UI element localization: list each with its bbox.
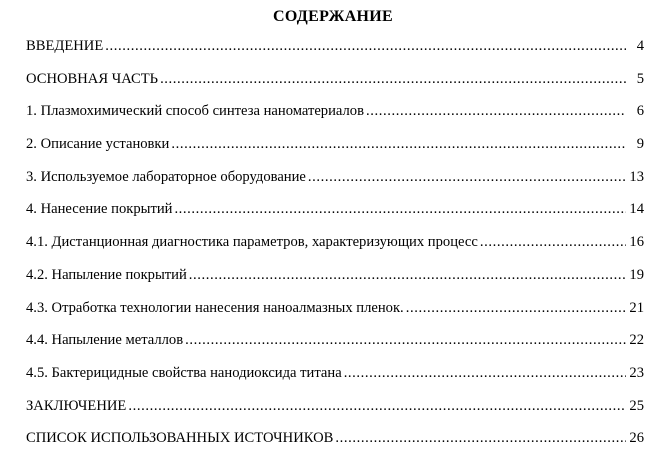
toc-title: СОДЕРЖАНИЕ — [272, 8, 394, 25]
dot-leader — [185, 330, 626, 350]
dot-leader — [105, 36, 626, 56]
toc-entry-page-number: 5 — [636, 70, 644, 87]
toc-entry-label: ОСНОВНАЯ ЧАСТЬ — [26, 70, 159, 87]
toc-entry-section-1 — [26, 101, 644, 134]
toc-entry-section-4-3 — [26, 298, 644, 331]
toc-entry-label: 4.3. Отработка технологии нанесения наноалмазных пленок. — [26, 299, 404, 316]
toc-entry-page-number: 23 — [629, 364, 644, 381]
toc-entry-conclusion — [26, 396, 644, 429]
dot-leader — [171, 134, 626, 154]
toc-entry-section-2 — [26, 134, 644, 167]
dot-leader — [480, 232, 626, 252]
toc-entry-label: 1. Плазмохимический способ синтеза наноматериалов — [26, 103, 364, 120]
dot-leader — [366, 101, 626, 121]
toc-entry-page-number: 6 — [636, 103, 644, 120]
toc-entry-section-3 — [26, 167, 644, 200]
toc-entry-label: 4.2. Напыление покрытий — [26, 266, 187, 283]
toc-entry-label: 4.4. Напыление металлов — [26, 332, 184, 349]
dot-leader — [335, 428, 626, 448]
toc-entry-page-number: 25 — [629, 397, 644, 414]
toc-entry-page-number: 4 — [636, 38, 644, 54]
toc-entry-label: 3. Используемое лабораторное оборудование — [26, 168, 306, 185]
toc-entry-page-number: 19 — [629, 266, 644, 283]
toc-entry-page-number: 26 — [629, 430, 644, 447]
toc-list — [26, 36, 644, 461]
toc-entry-label: 4. Нанесение покрытий — [26, 201, 173, 218]
toc-entry-label: 2. Описание установки — [26, 136, 170, 153]
toc-entry-page-number: 21 — [629, 299, 644, 316]
dot-leader — [406, 298, 626, 318]
toc-entry-section-4-5 — [26, 363, 644, 396]
dot-leader — [308, 167, 626, 187]
toc-entry-label: ЗАКЛЮЧЕНИЕ — [26, 397, 127, 414]
toc-entry-main-part — [26, 69, 644, 102]
dot-leader — [174, 199, 626, 219]
dot-leader — [160, 69, 626, 89]
toc-entry-label: СПИСОК ИСПОЛЬЗОВАННЫХ ИСТОЧНИКОВ — [26, 430, 334, 447]
toc-entry-page-number: 16 — [629, 234, 644, 251]
toc-entry-introduction — [26, 36, 644, 69]
toc-entry-page-number: 14 — [629, 201, 644, 218]
dot-leader — [344, 363, 626, 383]
toc-entry-page-number: 13 — [629, 168, 644, 185]
toc-entry-label: 4.1. Дистанционная диагностика параметров, характеризующих процесс — [26, 234, 478, 251]
toc-entry-section-4-2 — [26, 265, 644, 298]
toc-entry-section-4-4 — [26, 330, 644, 363]
toc-entry-section-4-1 — [26, 232, 644, 265]
toc-entry-label: ВВЕДЕНИЕ — [26, 38, 104, 54]
toc-entry-label: 4.5. Бактерицидные свойства нанодиоксида титана — [26, 364, 342, 381]
dot-leader — [128, 396, 626, 416]
toc-entry-page-number: 9 — [636, 136, 644, 153]
toc-entry-references — [26, 428, 644, 461]
toc-entry-section-4 — [26, 199, 644, 232]
dot-leader — [189, 265, 626, 285]
toc-entry-page-number: 22 — [629, 332, 644, 349]
